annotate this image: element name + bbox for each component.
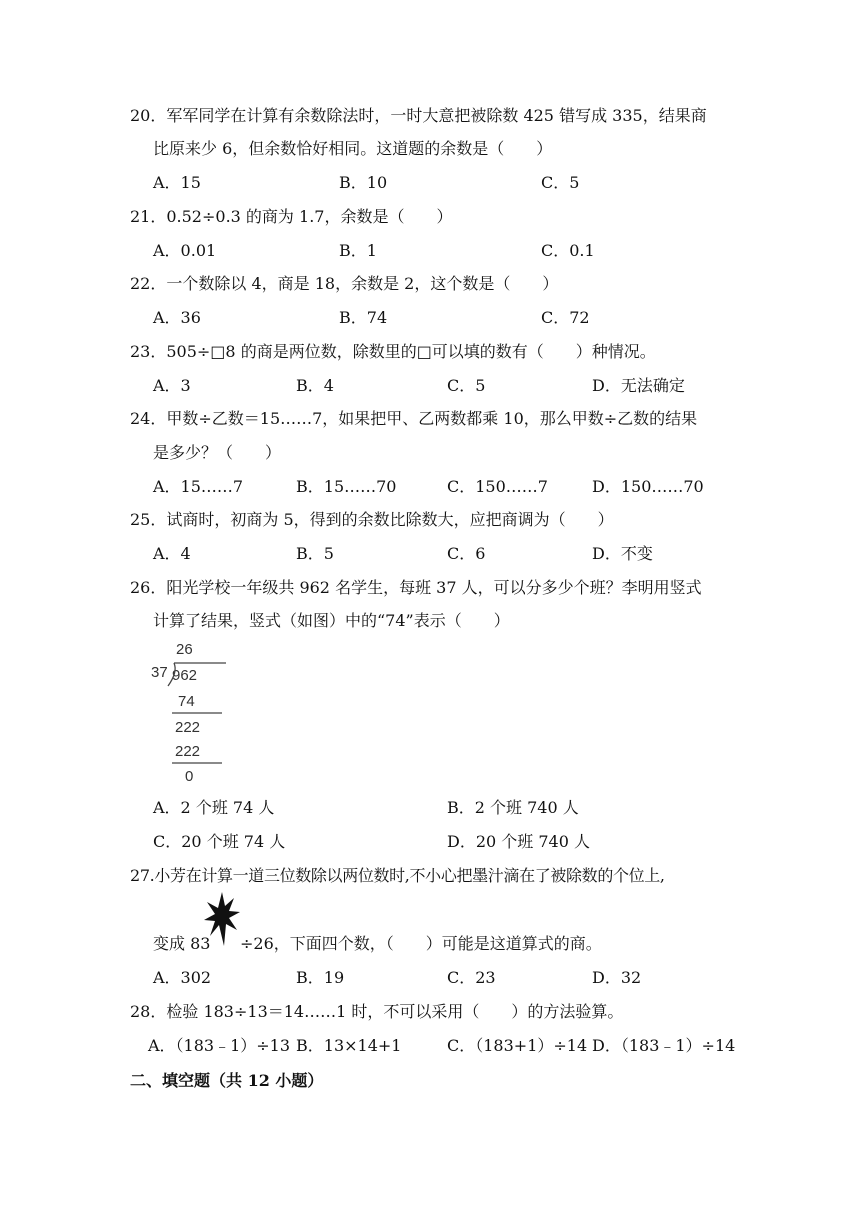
long-division-figure: [146, 642, 236, 787]
q26-stem-line1: 26．阳光学校一年级共 962 名学生，每班 37 人，可以分多少个班？李明用竖式: [130, 578, 702, 597]
ink-blot-icon: [204, 892, 240, 946]
q24-stem-line1: 24．甲数÷乙数＝15……7，如果把甲、乙两数都乘 10，那么甲数÷乙数的结果: [130, 409, 698, 428]
q28-option-d[interactable]: D．（183﹣1）÷14: [592, 1036, 736, 1055]
q25-stem: 25．试商时，初商为 5，得到的余数比除数大，应把商调为（ ）: [130, 510, 614, 529]
q24-option-d[interactable]: D．150……70: [592, 477, 704, 496]
q27-option-c[interactable]: C．23: [447, 968, 496, 987]
q27-option-d[interactable]: D．32: [592, 968, 642, 987]
q27-option-b[interactable]: B．19: [296, 968, 345, 987]
q26-option-a[interactable]: A．2 个班 74 人: [153, 798, 275, 817]
q28-option-b[interactable]: B．13×14+1: [296, 1036, 402, 1055]
q26-option-d[interactable]: D．20 个班 740 人: [447, 832, 590, 851]
q24-option-c[interactable]: C．150……7: [447, 477, 548, 496]
q27-option-a[interactable]: A．302: [153, 968, 212, 987]
q20-stem-line1: 20．军军同学在计算有余数除法时，一时大意把被除数 425 错写成 335，结果商: [130, 106, 707, 125]
section-heading-fill-in: 二、填空题（共 12 小题）: [130, 1071, 324, 1090]
q28-option-a[interactable]: A．（183﹣1）÷13: [148, 1036, 291, 1055]
q23-option-d[interactable]: D．无法确定: [592, 376, 685, 395]
q22-option-a[interactable]: A．36: [153, 308, 201, 327]
q28-stem: 28．检验 183÷13＝14……1 时，不可以采用（ ）的方法验算。: [130, 1002, 624, 1021]
q20-option-c[interactable]: C．5: [541, 173, 580, 192]
q20-stem-line2: 比原来少 6，但余数恰好相同。这道题的余数是（ ）: [153, 139, 553, 158]
q23-option-b[interactable]: B．4: [296, 376, 334, 395]
q26-stem-line2: 计算了结果，竖式（如图）中的“74”表示（ ）: [153, 611, 510, 630]
division-step1: 74: [178, 693, 195, 710]
division-quotient: 26: [176, 641, 193, 658]
q25-option-a[interactable]: A．4: [153, 544, 191, 563]
q24-option-b[interactable]: B．15……70: [296, 477, 397, 496]
q20-option-a[interactable]: A．15: [153, 173, 201, 192]
q25-option-b[interactable]: B．5: [296, 544, 334, 563]
division-bracket-lines: [146, 642, 236, 787]
division-divisor: 37: [151, 664, 168, 681]
division-remainder1: 222: [175, 719, 201, 736]
q23-stem: 23．505÷□8 的商是两位数，除数里的□可以填的数有（ ）种情况。: [130, 342, 656, 361]
q26-option-b[interactable]: B．2 个班 740 人: [447, 798, 579, 817]
q28-option-c[interactable]: C．（183+1）÷14: [447, 1036, 588, 1055]
division-step2: 222: [175, 743, 201, 760]
division-dividend: 962: [172, 667, 198, 684]
q22-option-b[interactable]: B．74: [339, 308, 388, 327]
q27-stem-line2-end: ÷26，下面四个数，（ ）可能是这道算式的商。: [240, 934, 602, 953]
q22-option-c[interactable]: C．72: [541, 308, 590, 327]
q21-option-b[interactable]: B．1: [339, 241, 377, 260]
q25-option-d[interactable]: D．不变: [592, 544, 653, 563]
q23-option-a[interactable]: A．3: [153, 376, 191, 395]
q23-option-c[interactable]: C．5: [447, 376, 486, 395]
q24-stem-line2: 是多少？（ ）: [153, 443, 282, 462]
q21-option-a[interactable]: A．0.01: [153, 241, 217, 260]
q20-option-b[interactable]: B．10: [339, 173, 388, 192]
q21-stem: 21．0.52÷0.3 的商为 1.7，余数是（ ）: [130, 207, 453, 226]
division-remainder: 0: [185, 768, 194, 785]
q22-stem: 22．一个数除以 4，商是 18，余数是 2，这个数是（ ）: [130, 274, 559, 293]
q24-option-a[interactable]: A．15……7: [153, 477, 244, 496]
q27-stem-line1: 27.小芳在计算一道三位数除以两位数时,不小心把墨汁滴在了被除数的个位上,: [130, 866, 665, 885]
q25-option-c[interactable]: C．6: [447, 544, 486, 563]
q27-stem-line2-start: 变成 83: [153, 934, 211, 953]
q26-option-c[interactable]: C．20 个班 74 人: [153, 832, 286, 851]
q21-option-c[interactable]: C．0.1: [541, 241, 595, 260]
